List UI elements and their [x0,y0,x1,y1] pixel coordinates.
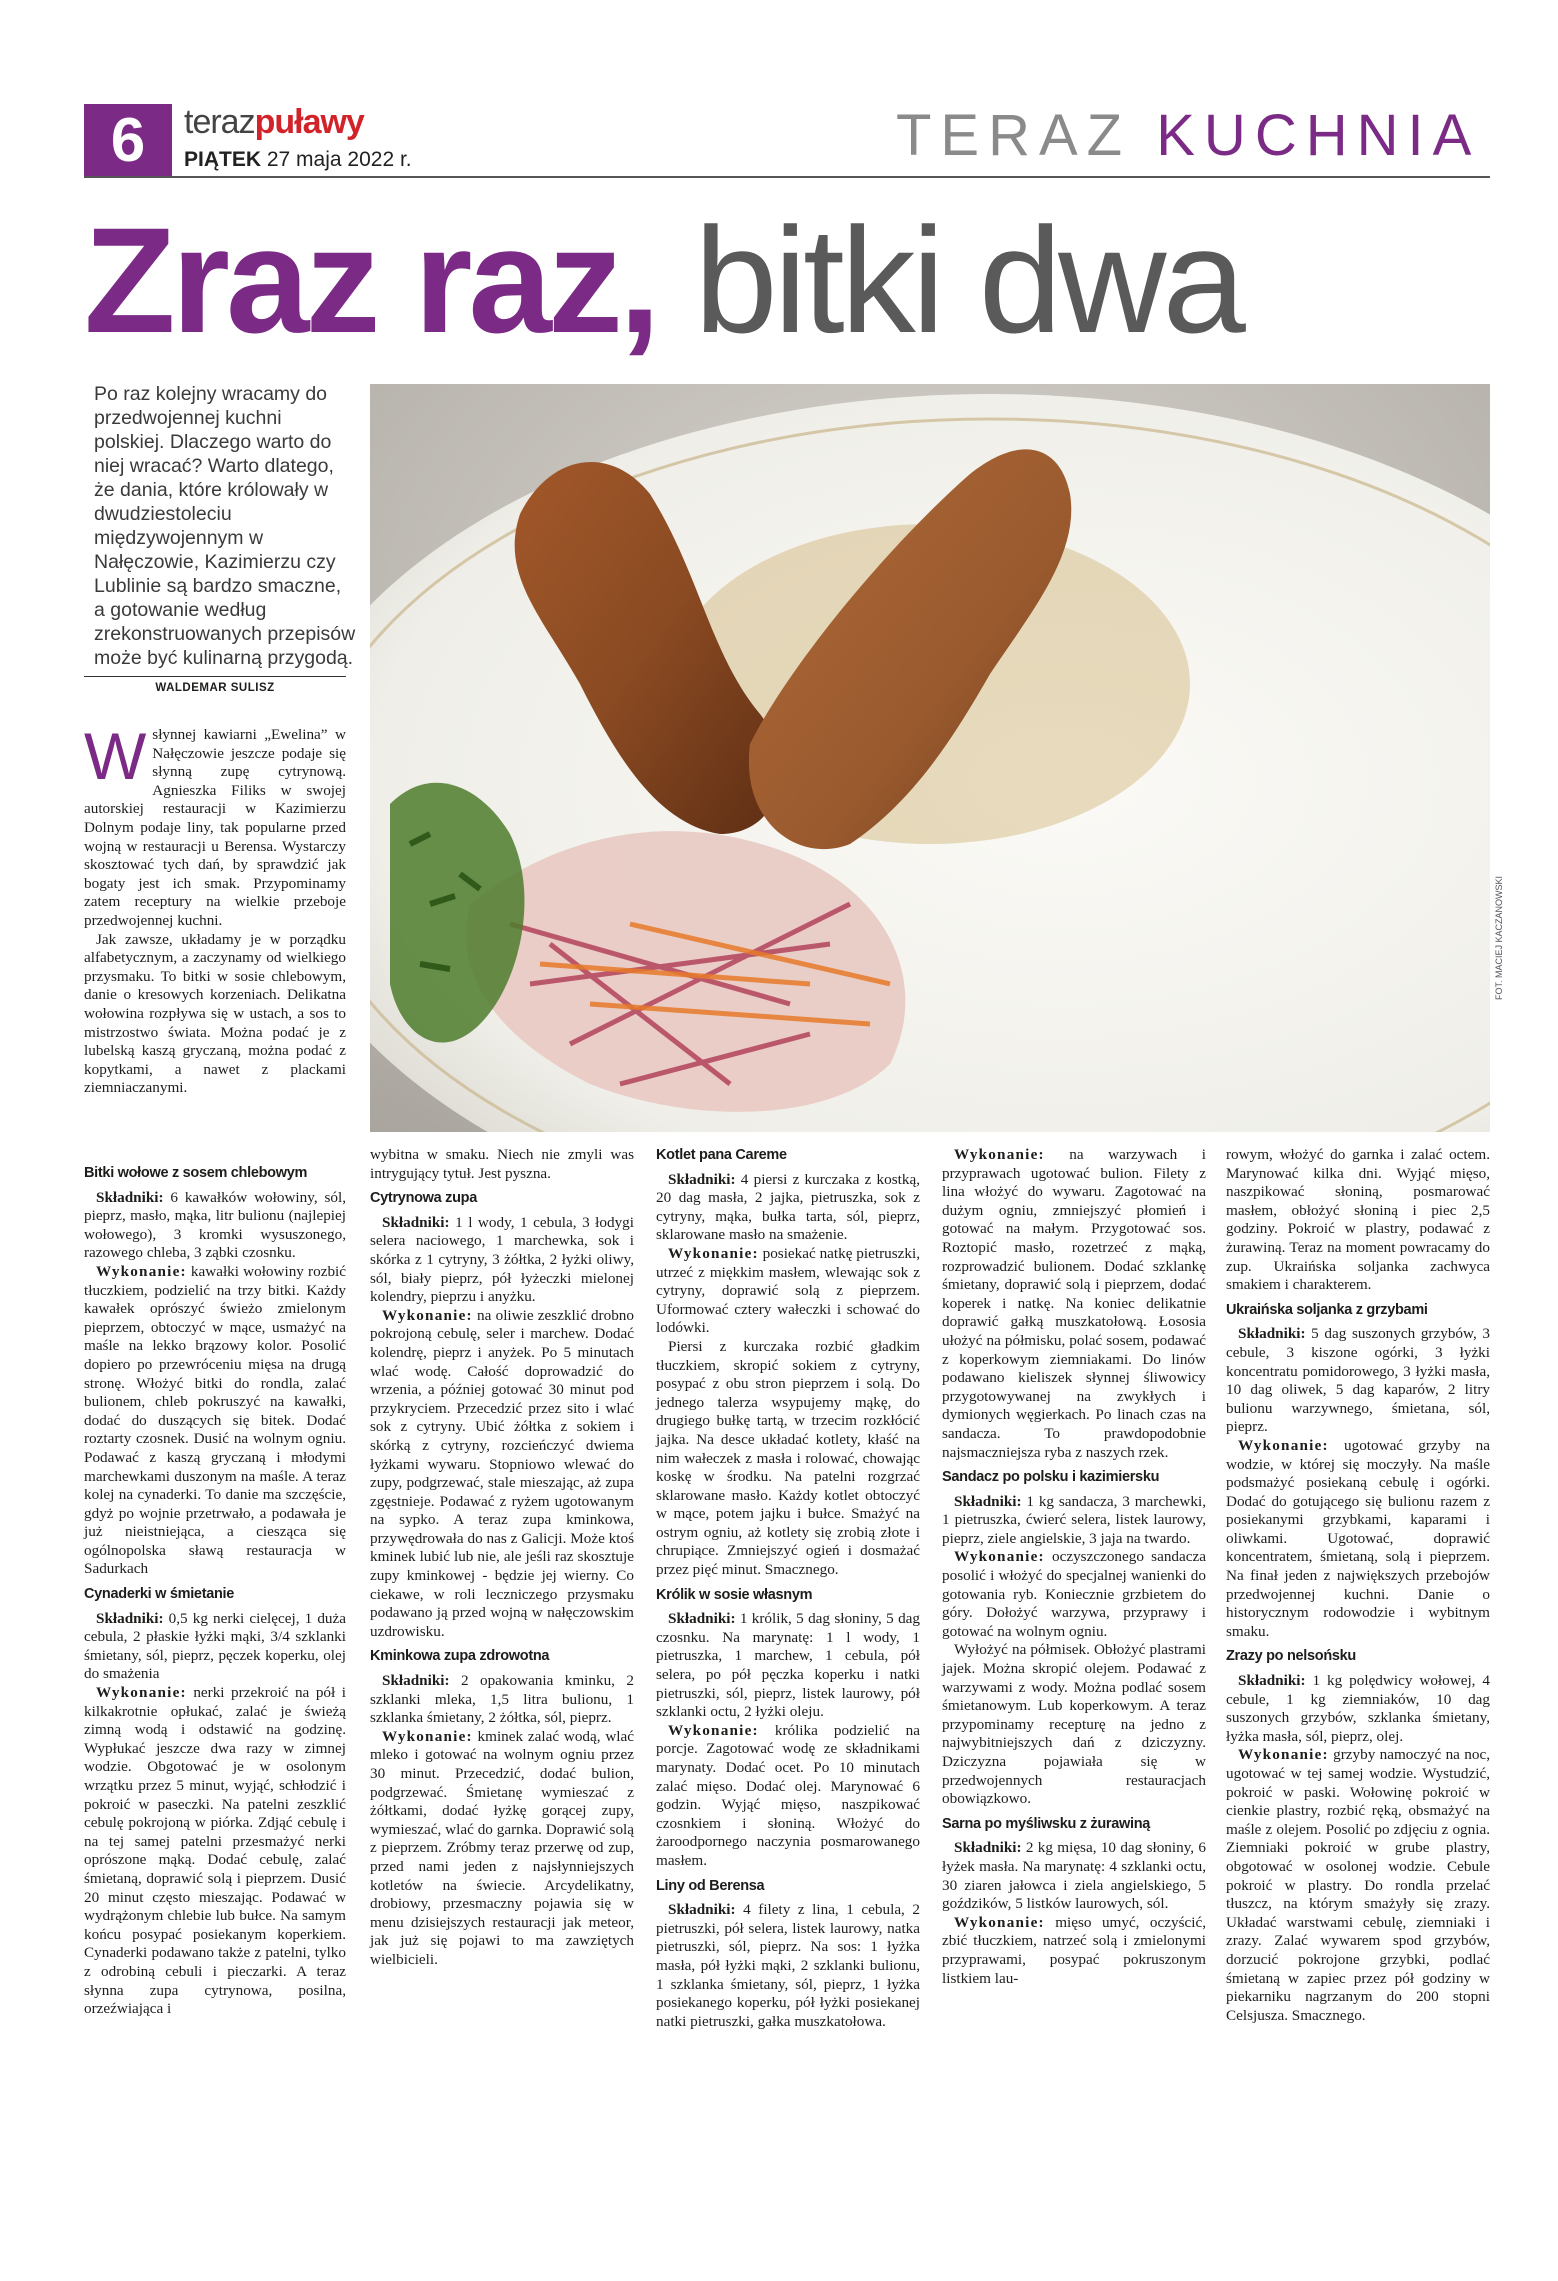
ingredients-label: Składniki: [96,1188,164,1206]
recipe-heading: Sandacz po polsku i kazimiersku [942,1469,1160,1486]
ingredients-label: Składniki: [382,1213,450,1231]
ingredients-label: Składniki: [382,1672,450,1690]
ingredients-label: Składniki: [96,1609,164,1627]
recipe-ingredients [1226,1325,1490,1437]
method-text: kminek zalać wodą, wlać mleko i gotować na wolnym ogniu przez 30 minut. Przecedzić, dodać bulion, podgrzewać. Śmietanę wymieszać z żółtkami, dodać łyżkę gorącej zupy, wymieszać, wlać do garnka. Doprawić solą z pieprzem. Zróbmy teraz przerwę od zup, przed nami jeden z najsłynniejszych kotletów na świecie. Arcydelikatny, drobiowy, przesmaczny pojawia się w menu dzisiejszych restauracji jak meteor, jak już się pojawi to ma zawziętych wielbicieli. [370,1727,634,1968]
article-paragraph: Jak zawsze, układamy je w porządku alfabetycznym, a zaczynamy od wielkiego przysmaku. To bitki w sosie chlebowym, danie o kresowych korzeniach. Delikatna wołowina rozpływa się w ustach, a sos to mistrzostwo świata. Można podać je z lubelską kaszą gryczaną, można podać z kopytkami, a nawet z plackami ziemniaczanymi. [84,930,346,1097]
ingredients-text: 1 kg polędwicy wołowej, 4 cebule, 1 kg ziemniaków, 10 dag suszonych grzybów, szklanka śmietany, łyżka masła, sól, pieprz, olej. [1226,1672,1491,1745]
headline [84,196,1242,364]
ingredients-label: Składniki: [1238,1325,1306,1343]
byline: WALDEMAR SULISZ [155,682,275,694]
dish-photo [370,384,1490,1132]
recipe-method [370,1728,634,1970]
lead-rule [84,676,346,677]
recipe-heading: Kminkowa zupa zdrowotna [370,1648,550,1665]
dish-photo-svg [370,384,1490,1132]
method-label: Wykonanie: [954,1548,1045,1566]
ingredients-text: 1 kg sandacza, 3 marchewki, 1 pietruszka, ćwierć selera, listek laurowy, pieprz, ziele angielskie, 3 jaja na twardo. [942,1492,1206,1547]
method-text: mięso umyć, oczyścić, zbić tłuczkiem, natrzeć solą i zmielonymi przyprawami, posypać pokruszonym listkiem lau- [942,1913,1206,1987]
method-label: Wykonanie: [1238,1436,1329,1454]
brand-part-2: puławy [254,103,364,141]
method-label: Wykonanie: [96,1684,187,1702]
ingredients-label: Składniki: [1238,1672,1306,1690]
recipe-heading: Sarna po myśliwsku z żurawiną [942,1815,1151,1832]
ingredients-label: Składniki: [954,1839,1022,1857]
recipe-method [84,1684,346,2019]
headline-part-1: Zraz raz, [84,196,657,364]
article-column-4 [942,1146,1206,1988]
method-label: Wykonanie: [382,1727,473,1745]
lead-paragraph: Po raz kolejny wracamy do przedwojennej kuchni polskiej. Dlaczego warto do niej wracać? Warto dlatego, że dania, które królowały w dwudziestoleciu międzywojennym w Nałęczowie, Kazimierzu czy Lublinie są bardzo smaczne, a gotowanie według zrekonstruowanych przepisów może być kulinarną przygodą. [94,383,356,669]
method-label: Wykonanie: [668,1721,759,1739]
recipe-ingredients [656,1610,920,1722]
ingredients-text: 5 dag suszonych grzybów, 3 cebule, 3 kiszone ogórki, 3 łyżki koncentratu pomidorowego, 3 łyżki masła, 10 dag oliwek, 5 dag kaparów, 2 litry bulionu warzywnego, śmietana, sól, pieprz. [1226,1325,1490,1436]
article-paragraph: Wyłożyć na półmisek. Obłożyć plastrami jajek. Można skropić olejem. Podawać z warzywami z wody. Można podlać sosem śmietanowym. Lub koperkowym. A teraz przypominamy recepturę na jedno z najwybitniejszych dań z dziczyzny. Dziczyzna pojawiała się w przedwojennych restauracjach obowiązkowo. [942,1641,1206,1808]
method-label: Wykonanie: [96,1262,187,1280]
recipe-method [942,1146,1206,1462]
recipe-heading: Cynaderki w śmietanie [84,1586,235,1603]
recipe-method [1226,1746,1490,2025]
method-label: Wykonanie: [1238,1746,1329,1764]
drop-cap: W [84,719,147,793]
method-text: na warzywach i przyprawach ugotować bulion. Filety z lina włożyć do wywaru. Zagotować na dużym ogniu, zmniejszyć płomień i gotować na małym. Przygotować sos. Roztopić masło, rozetrzeć z mąką, rozprowadzić bulionem. Dodać szklankę śmietany, doprawić solą i pieprzem, dodać koperek i natkę. Na koniec delikatnie doprawić gałką muszkatołową. Łososia ułożyć na półmisku, polać sosem, podawać z koperkowym ziemniakami. Do linów podawano kieliszek słynnej śliwowicy przygotowywanej na zwykłych i dymionych węgierkach. Po linach czas na sandacza. To prawdopodobnie najsmaczniejsza ryba z naszych rzek. [942,1146,1207,1461]
ingredients-label: Składniki: [668,1610,736,1628]
ingredients-text: 6 kawałków wołowiny, sól, pieprz, masło, mąka, litr bulionu (najlepiej wołowego), 3 kromki wysuszonego, razowego chleba, 3 ząbki czosnku. [84,1188,347,1262]
article-paragraph: Piersi z kurczaka rozbić gładkim tłuczkiem, skropić sokiem z cytryny, posypać z obu stron pieprzem i solą. Do jednego talerza wsypujemy mąkę, do drugiego bułkę tartą, w trzecim rozkłócić jajka. Na desce układać kotlety, kłaść na nim wałeczek z masła i rolować, chowając koskę w środku. Na patelni rozgrzać sklarowane masło. Każdy kotlet obtoczyć w mące, potem jajku i bułce. Smażyć na ostrym ogniu, aż kotlety się zrobią złote i chrupiące. Zmniejszyć ogień i dosmażać przez pięć minut. Smacznego. [656,1337,920,1579]
recipe-heading: Cytrynowa zupa [370,1190,477,1207]
recipe-ingredients [656,1901,920,2031]
recipe-method [942,1914,1206,1988]
recipe-heading: Kotlet pana Careme [656,1147,787,1163]
article-column-3 [656,1146,920,2031]
method-text: ugotować grzyby na wodzie, w której się moczyły. Na maśle podsmażyć posiekaną cebulę i ogórki. Dodać do gotującego się bulionu razem z posiekanymi grzybkami, kaparami i oliwkami. Ugotować, doprawić koncentratem, śmietaną, solą i pieprzem. Na finał jeden z największych przebojów przedwojennej kuchni. Danie o historycznym rodowodzie i wybitnym smaku. [1226,1436,1491,1640]
article-paragraph: słynnej kawiarni „Ewelina” w Nałęczowie jeszcze podaje się słynną zupę cytrynową. Agnieszka Filiks w swojej autorskiej restauracji w Kazimierzu Dolnym podaje liny, tak popularne przed wojną w restauracji u Berensa. Wystarczy skosztować tych dań, by sprawdzić jak bogaty jest ich smak. Przypominamy zatem receptury na wielkie przeboje przedwojennej kuchni. [84,726,346,929]
method-text: kawałki wołowiny rozbić tłuczkiem, podzielić na trzy bitki. Każdy kawałek oprószyć świeżo zmielonym pieprzem, obtoczyć w mące, usmażyć na maśle na lekko brązowy kolor. Posolić dopiero po przewróceniu mięsa na drugą stronę. Włożyć bitki do rondla, zalać bulionem, chleb pokruszyć na kawałki, dodać do duszących się bitek. Dodać roztarty czosnek. Dusić na wolnym ogniu. Podawać z kaszą gryczaną i młodymi marchewkami duszonym na maśle. A teraz kolej na cynaderki. To danie ma szczęście, gdyż po wojnie przetrwało, a podawała je już nieistniejąca, a ciesząca się ogólnopolska sławą restauracja w Sadurkach [84,1262,346,1578]
section-title-part-2: KUCHNIA [1156,103,1481,168]
recipe-method [656,1722,920,1871]
brand-part-1: teraz [184,103,255,141]
recipe-ingredients [84,1610,346,1684]
recipe-method [656,1245,920,1338]
header-rule [84,176,1490,178]
issue-date [184,148,412,172]
recipe-method [84,1263,346,1579]
method-label: Wykonanie: [382,1306,473,1324]
recipe-ingredients [1226,1672,1490,1746]
ingredients-label: Składniki: [668,1901,736,1919]
method-label: Wykonanie: [954,1913,1045,1931]
issue-day: PIĄTEK [184,148,262,171]
method-text: posiekać natkę pietruszki, utrzeć z miękkim masłem, wlewając sok z cytryny, doprawić solą z pieprzem. Uformować cztery wałeczki i schować do lodówki. [656,1244,920,1337]
recipe-ingredients [656,1171,920,1245]
recipe-method [370,1307,634,1642]
recipe-ingredients [84,1189,346,1263]
section-title-part-1: TERAZ [896,103,1132,168]
article-column-1-top [84,719,346,1098]
article-column-1-bottom [84,1158,346,2019]
headline-part-2: bitki dwa [694,196,1242,364]
method-label: Wykonanie: [668,1244,759,1262]
ingredients-text: 4 filety z lina, 1 cebula, 2 pietruszki, pół selera, listek laurowy, natka pietruszki, sól, pieprz. Na sos: 1 łyżka masła, pół łyżki mąki, 2 szklanki bulionu, 1 szklanka śmietany, sól, pieprz, 1 łyżka posiekanego koperku, pół łyżki posiekanej natki pietruszki, gałka muszkatołowa. [656,1901,921,2030]
method-text: oczyszczonego sandacza posolić i włożyć do specjalnej wanienki do gotowania ryb. Koniecznie grzbietem do góry. Dołożyć warzywa, przyprawy i gotować na wolnym ogniu. [942,1548,1206,1640]
recipe-method [1226,1437,1490,1642]
recipe-heading: Bitki wołowe z sosem chlebowym [84,1165,308,1181]
recipe-ingredients [942,1493,1206,1549]
ingredients-text: 1 królik, 5 dag słoniny, 5 dag czosnku. Na marynatę: 1 l wody, 1 pietruszka, 1 marchew, 1 cebula, pół selera, po pół pęczka koperku i natki pietruszki, sól, pieprz, listek laurowy, pół szklanki octu, 2 łyżki oleju. [656,1610,921,1721]
ingredients-text: 0,5 kg nerki cielęcej, 1 duża cebula, 2 płaskie łyżki mąki, 3/4 szklanki śmietany, sól, pieprz, pęczek koperku, olej do smażenia [84,1609,346,1683]
ingredients-label: Składniki: [668,1170,736,1188]
recipe-method [942,1548,1206,1641]
article-paragraph: rowym, włożyć do garnka i zalać octem. Marynować kilka dni. Wyjąć mięso, naszpikować słoniną, posmarować masłem, obłożyć słoniną i piec 2,5 godziny. Pokroić w plastry, podawać z żurawiną. Teraz na moment powracamy do zup. Ukraińska soljanka zachwyca smakiem i charakterem. [1226,1146,1490,1294]
method-text: nerki przekroić na pół i kilkakrotnie opłukać, zalać je świeżą zimną wodą i odstawić na godzinę. Wypłukać jeszcze dwa razy w zimnej wodzie. Obgotować je w osolonym wrzątku przez 5 minut, wyjąć, schłodzić i pokroić w paseczki. Na patelni zeszklić cebulę pokrojoną w piórka. Zdjąć cebulę i na tej samej patelni przesmażyć nerki oprószone mąką. Dodać cebulę, zalać śmietaną, doprawić solą i pieprzem. Dusić 20 minut często mieszając. Podawać w wydrążonym chlebie lub bułce. Na samym końcu posypać posiekanym koperkiem. Cynaderki podawano także z patelni, tylko z odrobiną cebuli i pieczarki. A teraz słynna zupa cytrynowa, posilna, orzeźwiająca i [84,1684,346,2018]
method-text: królika podzielić na porcje. Zagotować wodę ze składnikami marynaty. Dodać ocet. Po 10 minutach zalać mięso. Dodać olej. Marynować 6 godzin. Wyjąć mięso, naszpikować czosnkiem i słoniną. Włożyć do żaroodpornego naczynia posmarowanego masłem. [656,1721,920,1869]
article-column-5 [1226,1146,1490,2025]
recipe-heading: Ukraińska soljanka z grzybami [1226,1301,1428,1318]
section-title [896,104,1480,168]
brand-logo [184,104,364,140]
recipe-ingredients [370,1214,634,1307]
recipe-ingredients [370,1672,634,1728]
method-text: na oliwie zeszklić drobno pokrojoną cebulę, seler i marchew. Dodać kolendrę, pieprz i anyżek. Po 5 minutach wlać wodę. Całość doprowadzić do wrzenia, a później gotować 30 minut pod przykryciem. Przecedzić przez sito i wlać sok z cytryny. Ubić żółtka z sokiem i skórką z cytryny, rozcieńczyć dwiema łyżkami wywaru. Stopniowo wlewać do zupy, podgrzewać, stale mieszając, aż zupa zgęstnieje. Podawać z ryżem ugotowanym na sypko. A teraz zupa kminkowa, przywędrowała do nas z Galicji. Może ktoś kminek lubić lub nie, ale jeśli raz skosztuje zupy kminkowej - będzie jej wierny. Co ciekawe, w roli leczniczego przysmaku podawano ją przed wojną w nałęczowskim uzdrowisku. [370,1306,634,1640]
article-paragraph: wybitna w smaku. Niech nie zmyli was intrygujący tytuł. Jest pyszna. [370,1146,634,1182]
page-number: 6 [84,104,172,178]
ingredients-text: 2 kg mięsa, 10 dag słoniny, 6 łyżek masła. Na marynatę: 4 szklanki octu, 30 ziaren jałowca i ziela angielskiego, 5 goździków, 5 listków laurowych, sól. [942,1839,1207,1913]
article-column-2 [370,1146,634,1970]
photo-credit: FOT. MACIEJ KACZANOWSKI [1494,875,1504,1000]
recipe-heading: Królik w sosie własnym [656,1586,813,1603]
recipe-heading: Liny od Berensa [656,1877,765,1894]
recipe-ingredients [942,1839,1206,1913]
ingredients-text: 1 l wody, 1 cebula, 3 łodygi selera naciowego, 1 marchewka, sok i skórka z 1 cytryny, 3 żółtka, 2 łyżki oliwy, sól, biały pieprz, pół łyżeczki mielonej kolendry, pieprzu i anyżku. [370,1213,634,1306]
method-label: Wykonanie: [954,1146,1045,1163]
ingredients-text: 4 piersi z kurczaka z kostką, 20 dag masła, 2 jajka, pietruszka, sok z cytryny, mąka, bułka tarta, sól, pieprz, sklarowane masło na smażenie. [656,1170,920,1244]
method-text: grzyby namoczyć na noc, ugotować w tej samej wodzie. Wystudzić, pokroić w paski. Wołowinę pokroić w cienkie plastry, rozbić ręką, obsmażyć na maśle z olejem. Posolić po zdjęciu z ognia. Ziemniaki pokroić w grube plastry, obgotować w osolonej wodzie. Cebule pokroić w plastry. Do rondla przelać tłuszcz, na którym smażyły się zrazy. Układać warstwami cebulę, ziemniaki i zrazy. Zalać wywarem spod grzybów, dorzucić pokrojone grzybki, podlać śmietaną w zapiec przez pół godziny w piekarniku nagrzanym do 200 stopni Celsjusza. Smacznego. [1226,1746,1490,2024]
ingredients-text: 2 opakowania kminku, 2 szklanki mleka, 1,5 litra bulionu, 1 szklanka śmietany, 2 żółtka, sól, pieprz. [370,1672,634,1727]
ingredients-label: Składniki: [954,1492,1022,1510]
recipe-heading: Zrazy po nelsońsku [1226,1648,1356,1665]
issue-date-rest: 27 maja 2022 r. [266,148,412,171]
